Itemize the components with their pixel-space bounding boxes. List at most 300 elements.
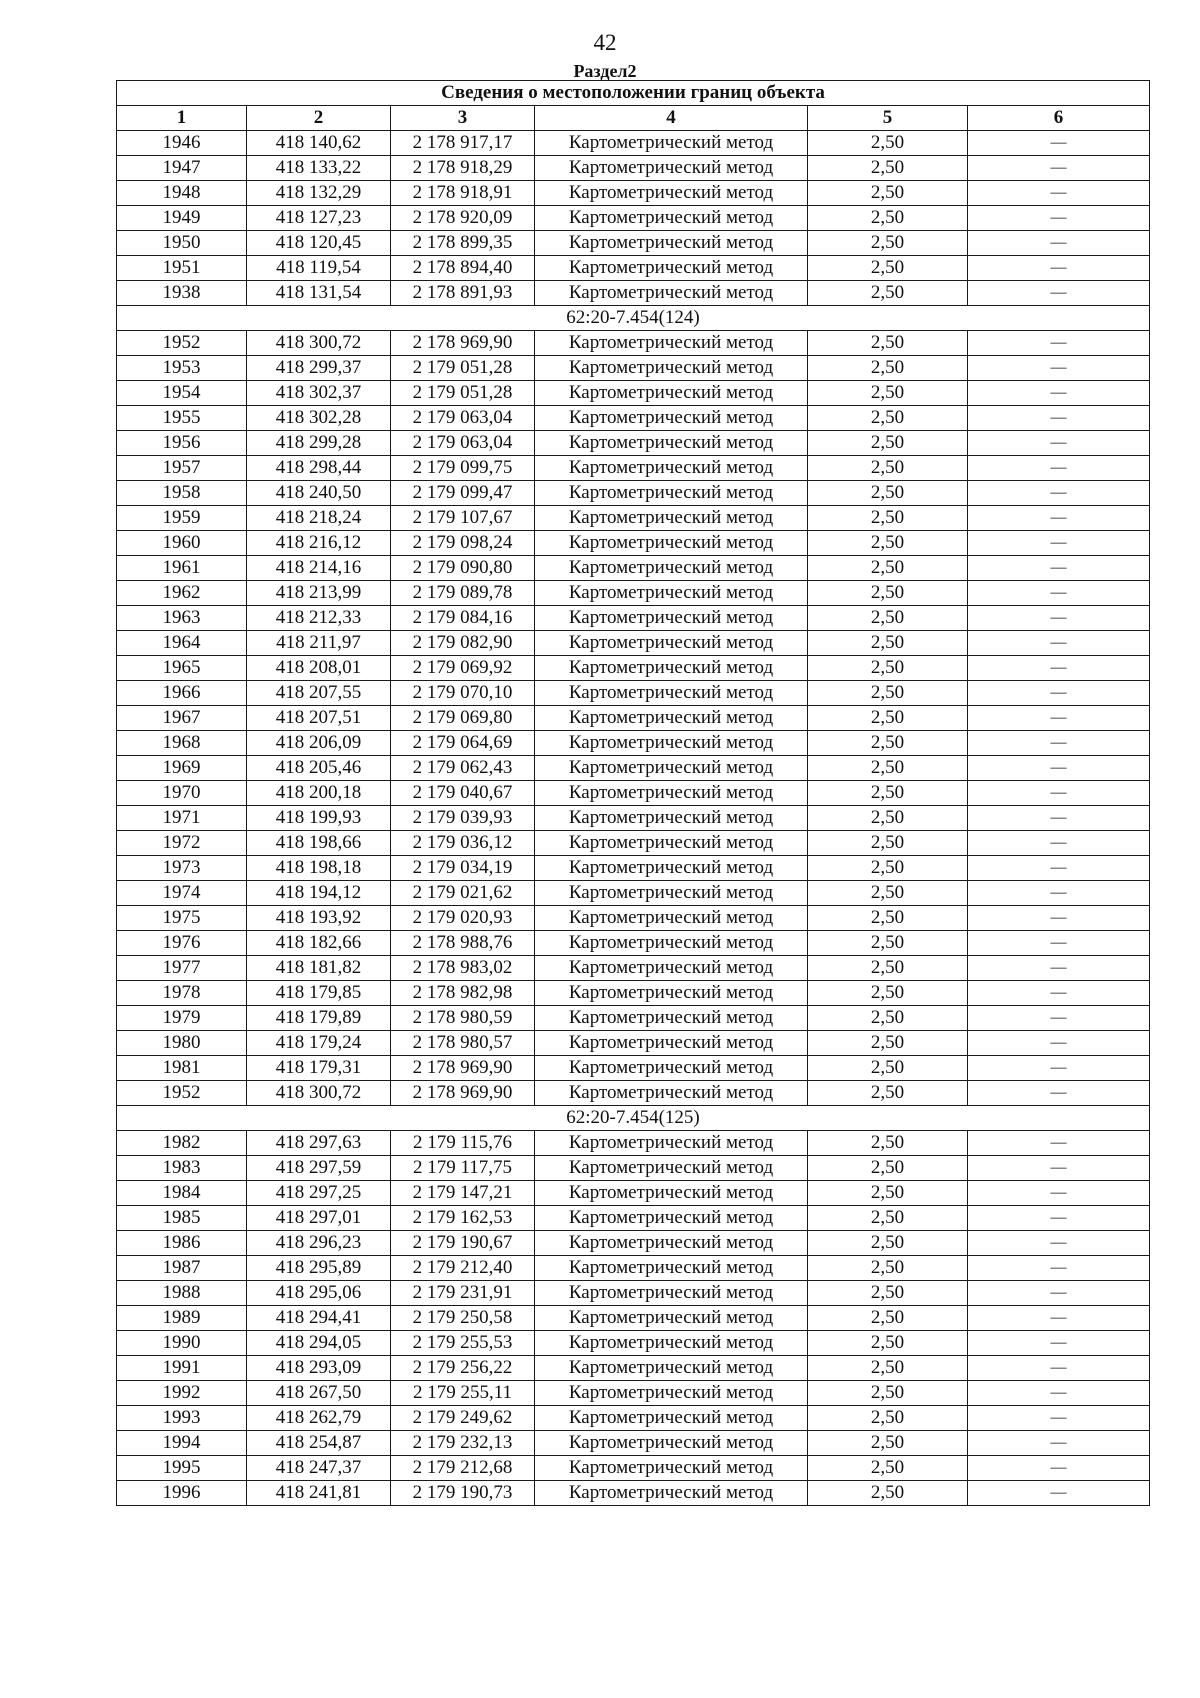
table-row [117, 181, 1150, 206]
y-coordinate-cell: 2 178 894,40 [391, 256, 535, 281]
description-cell: — [968, 456, 1150, 481]
point-number-cell: 1959 [117, 506, 247, 531]
accuracy-cell: 2,50 [808, 156, 968, 181]
description-cell: — [968, 1306, 1150, 1331]
description-cell: — [968, 1006, 1150, 1031]
y-coordinate-cell: 2 179 069,80 [391, 706, 535, 731]
table-row [117, 156, 1150, 181]
page-number: 42 [593, 30, 617, 55]
table-row [117, 1181, 1150, 1206]
method-cell: Картометрический метод [535, 506, 808, 531]
table-row [117, 431, 1150, 456]
method-cell: Картометрический метод [535, 1131, 808, 1156]
table-row [117, 456, 1150, 481]
method-cell: Картометрический метод [535, 1156, 808, 1181]
point-number-cell: 1951 [117, 256, 247, 281]
table-row [117, 881, 1150, 906]
description-cell: — [968, 1206, 1150, 1231]
method-cell: Картометрический метод [535, 756, 808, 781]
column-header: 3 [391, 106, 535, 131]
table-row [117, 231, 1150, 256]
method-cell: Картометрический метод [535, 181, 808, 206]
x-coordinate-cell: 418 295,06 [247, 1281, 391, 1306]
y-coordinate-cell: 2 179 190,73 [391, 1481, 535, 1506]
column-number-row [117, 106, 1150, 131]
y-coordinate-cell: 2 178 980,57 [391, 1031, 535, 1056]
description-cell: — [968, 481, 1150, 506]
y-coordinate-cell: 2 179 212,68 [391, 1456, 535, 1481]
table-row [117, 506, 1150, 531]
y-coordinate-cell: 2 179 089,78 [391, 581, 535, 606]
point-number-cell: 1981 [117, 1056, 247, 1081]
x-coordinate-cell: 418 212,33 [247, 606, 391, 631]
x-coordinate-cell: 418 198,18 [247, 856, 391, 881]
point-number-cell: 1996 [117, 1481, 247, 1506]
x-coordinate-cell: 418 216,12 [247, 531, 391, 556]
accuracy-cell: 2,50 [808, 706, 968, 731]
x-coordinate-cell: 418 298,44 [247, 456, 391, 481]
y-coordinate-cell: 2 179 255,11 [391, 1381, 535, 1406]
group-label: 62:20-7.454(124) [117, 306, 1150, 331]
accuracy-cell: 2,50 [808, 956, 968, 981]
y-coordinate-cell: 2 179 062,43 [391, 756, 535, 781]
accuracy-cell: 2,50 [808, 1406, 968, 1431]
point-number-cell: 1952 [117, 1081, 247, 1106]
accuracy-cell: 2,50 [808, 1256, 968, 1281]
method-cell: Картометрический метод [535, 731, 808, 756]
y-coordinate-cell: 2 179 107,67 [391, 506, 535, 531]
table-row [117, 756, 1150, 781]
description-cell: — [968, 1481, 1150, 1506]
y-coordinate-cell: 2 179 190,67 [391, 1231, 535, 1256]
x-coordinate-cell: 418 179,89 [247, 1006, 391, 1031]
y-coordinate-cell: 2 179 040,67 [391, 781, 535, 806]
point-number-cell: 1956 [117, 431, 247, 456]
accuracy-cell: 2,50 [808, 1081, 968, 1106]
accuracy-cell: 2,50 [808, 1481, 968, 1506]
point-number-cell: 1971 [117, 806, 247, 831]
column-header: 4 [535, 106, 808, 131]
description-cell: — [968, 1431, 1150, 1456]
method-cell: Картометрический метод [535, 206, 808, 231]
x-coordinate-cell: 418 240,50 [247, 481, 391, 506]
description-cell: — [968, 281, 1150, 306]
group-header-row [117, 306, 1150, 331]
method-cell: Картометрический метод [535, 856, 808, 881]
x-coordinate-cell: 418 297,59 [247, 1156, 391, 1181]
y-coordinate-cell: 2 178 969,90 [391, 1056, 535, 1081]
table-row [117, 1081, 1150, 1106]
description-cell: — [968, 131, 1150, 156]
method-cell: Картометрический метод [535, 681, 808, 706]
column-header: 2 [247, 106, 391, 131]
point-number-cell: 1979 [117, 1006, 247, 1031]
description-cell: — [968, 531, 1150, 556]
table-row [117, 1206, 1150, 1231]
description-cell: — [968, 1031, 1150, 1056]
method-cell: Картометрический метод [535, 231, 808, 256]
description-cell: — [968, 706, 1150, 731]
x-coordinate-cell: 418 131,54 [247, 281, 391, 306]
description-cell: — [968, 1081, 1150, 1106]
table-row [117, 406, 1150, 431]
group-header-row [117, 1106, 1150, 1131]
point-number-cell: 1938 [117, 281, 247, 306]
method-cell: Картометрический метод [535, 1456, 808, 1481]
y-coordinate-cell: 2 179 084,16 [391, 606, 535, 631]
x-coordinate-cell: 418 199,93 [247, 806, 391, 831]
y-coordinate-cell: 2 179 231,91 [391, 1281, 535, 1306]
point-number-cell: 1961 [117, 556, 247, 581]
point-number-cell: 1969 [117, 756, 247, 781]
y-coordinate-cell: 2 179 069,92 [391, 656, 535, 681]
table-row [117, 256, 1150, 281]
method-cell: Картометрический метод [535, 381, 808, 406]
method-cell: Картометрический метод [535, 406, 808, 431]
x-coordinate-cell: 418 211,97 [247, 631, 391, 656]
x-coordinate-cell: 418 181,82 [247, 956, 391, 981]
y-coordinate-cell: 2 179 212,40 [391, 1256, 535, 1281]
table-row [117, 1356, 1150, 1381]
accuracy-cell: 2,50 [808, 256, 968, 281]
y-coordinate-cell: 2 179 070,10 [391, 681, 535, 706]
point-number-cell: 1983 [117, 1156, 247, 1181]
accuracy-cell: 2,50 [808, 831, 968, 856]
y-coordinate-cell: 2 179 051,28 [391, 356, 535, 381]
point-number-cell: 1973 [117, 856, 247, 881]
x-coordinate-cell: 418 127,23 [247, 206, 391, 231]
y-coordinate-cell: 2 179 051,28 [391, 381, 535, 406]
point-number-cell: 1984 [117, 1181, 247, 1206]
y-coordinate-cell: 2 179 063,04 [391, 406, 535, 431]
point-number-cell: 1967 [117, 706, 247, 731]
x-coordinate-cell: 418 193,92 [247, 906, 391, 931]
point-number-cell: 1991 [117, 1356, 247, 1381]
table-row [117, 1131, 1150, 1156]
y-coordinate-cell: 2 179 115,76 [391, 1131, 535, 1156]
y-coordinate-cell: 2 179 255,53 [391, 1331, 535, 1356]
point-number-cell: 1977 [117, 956, 247, 981]
table-row [117, 731, 1150, 756]
method-cell: Картометрический метод [535, 1206, 808, 1231]
x-coordinate-cell: 418 267,50 [247, 1381, 391, 1406]
x-coordinate-cell: 418 133,22 [247, 156, 391, 181]
accuracy-cell: 2,50 [808, 231, 968, 256]
description-cell: — [968, 906, 1150, 931]
x-coordinate-cell: 418 293,09 [247, 1356, 391, 1381]
description-cell: — [968, 681, 1150, 706]
description-cell: — [968, 1356, 1150, 1381]
x-coordinate-cell: 418 194,12 [247, 881, 391, 906]
x-coordinate-cell: 418 179,31 [247, 1056, 391, 1081]
table-row [117, 806, 1150, 831]
table-row [117, 1231, 1150, 1256]
point-number-cell: 1992 [117, 1381, 247, 1406]
point-number-cell: 1964 [117, 631, 247, 656]
table-row [117, 981, 1150, 1006]
x-coordinate-cell: 418 302,28 [247, 406, 391, 431]
y-coordinate-cell: 2 179 117,75 [391, 1156, 535, 1181]
y-coordinate-cell: 2 178 891,93 [391, 281, 535, 306]
x-coordinate-cell: 418 207,55 [247, 681, 391, 706]
x-coordinate-cell: 418 214,16 [247, 556, 391, 581]
x-coordinate-cell: 418 300,72 [247, 331, 391, 356]
table-row [117, 281, 1150, 306]
x-coordinate-cell: 418 205,46 [247, 756, 391, 781]
method-cell: Картометрический метод [535, 831, 808, 856]
method-cell: Картометрический метод [535, 1181, 808, 1206]
y-coordinate-cell: 2 179 098,24 [391, 531, 535, 556]
method-cell: Картометрический метод [535, 631, 808, 656]
method-cell: Картометрический метод [535, 656, 808, 681]
accuracy-cell: 2,50 [808, 1206, 968, 1231]
description-cell: — [968, 381, 1150, 406]
accuracy-cell: 2,50 [808, 1281, 968, 1306]
y-coordinate-cell: 2 179 063,04 [391, 431, 535, 456]
table-row [117, 1406, 1150, 1431]
method-cell: Картометрический метод [535, 1031, 808, 1056]
accuracy-cell: 2,50 [808, 756, 968, 781]
method-cell: Картометрический метод [535, 1056, 808, 1081]
method-cell: Картометрический метод [535, 581, 808, 606]
point-number-cell: 1949 [117, 206, 247, 231]
table-row [117, 1256, 1150, 1281]
y-coordinate-cell: 2 178 983,02 [391, 956, 535, 981]
point-number-cell: 1948 [117, 181, 247, 206]
description-cell: — [968, 206, 1150, 231]
table-row [117, 906, 1150, 931]
x-coordinate-cell: 418 132,29 [247, 181, 391, 206]
accuracy-cell: 2,50 [808, 431, 968, 456]
method-cell: Картометрический метод [535, 981, 808, 1006]
method-cell: Картометрический метод [535, 131, 808, 156]
accuracy-cell: 2,50 [808, 606, 968, 631]
accuracy-cell: 2,50 [808, 856, 968, 881]
x-coordinate-cell: 418 120,45 [247, 231, 391, 256]
accuracy-cell: 2,50 [808, 1456, 968, 1481]
y-coordinate-cell: 2 178 969,90 [391, 1081, 535, 1106]
table-row [117, 831, 1150, 856]
y-coordinate-cell: 2 178 899,35 [391, 231, 535, 256]
description-cell: — [968, 331, 1150, 356]
column-header: 6 [968, 106, 1150, 131]
point-number-cell: 1975 [117, 906, 247, 931]
point-number-cell: 1952 [117, 331, 247, 356]
point-number-cell: 1974 [117, 881, 247, 906]
point-number-cell: 1985 [117, 1206, 247, 1231]
point-number-cell: 1950 [117, 231, 247, 256]
x-coordinate-cell: 418 206,09 [247, 731, 391, 756]
point-number-cell: 1965 [117, 656, 247, 681]
method-cell: Картометрический метод [535, 356, 808, 381]
y-coordinate-cell: 2 178 918,91 [391, 181, 535, 206]
y-coordinate-cell: 2 179 021,62 [391, 881, 535, 906]
table-row [117, 481, 1150, 506]
accuracy-cell: 2,50 [808, 681, 968, 706]
y-coordinate-cell: 2 178 920,09 [391, 206, 535, 231]
table-row [117, 556, 1150, 581]
description-cell: — [968, 431, 1150, 456]
accuracy-cell: 2,50 [808, 806, 968, 831]
description-cell: — [968, 731, 1150, 756]
x-coordinate-cell: 418 140,62 [247, 131, 391, 156]
accuracy-cell: 2,50 [808, 931, 968, 956]
x-coordinate-cell: 418 213,99 [247, 581, 391, 606]
y-coordinate-cell: 2 179 232,13 [391, 1431, 535, 1456]
point-number-cell: 1957 [117, 456, 247, 481]
point-number-cell: 1993 [117, 1406, 247, 1431]
y-coordinate-cell: 2 178 917,17 [391, 131, 535, 156]
description-cell: — [968, 506, 1150, 531]
table-body [117, 131, 1150, 1506]
table-row [117, 681, 1150, 706]
accuracy-cell: 2,50 [808, 1006, 968, 1031]
method-cell: Картометрический метод [535, 606, 808, 631]
description-cell: — [968, 606, 1150, 631]
point-number-cell: 1982 [117, 1131, 247, 1156]
point-number-cell: 1990 [117, 1331, 247, 1356]
y-coordinate-cell: 2 179 099,47 [391, 481, 535, 506]
table-row [117, 956, 1150, 981]
x-coordinate-cell: 418 299,28 [247, 431, 391, 456]
accuracy-cell: 2,50 [808, 206, 968, 231]
method-cell: Картометрический метод [535, 706, 808, 731]
table-row [117, 1331, 1150, 1356]
description-cell: — [968, 1406, 1150, 1431]
accuracy-cell: 2,50 [808, 356, 968, 381]
table-row [117, 356, 1150, 381]
x-coordinate-cell: 418 295,89 [247, 1256, 391, 1281]
method-cell: Картометрический метод [535, 1431, 808, 1456]
description-cell: — [968, 781, 1150, 806]
point-number-cell: 1953 [117, 356, 247, 381]
y-coordinate-cell: 2 178 980,59 [391, 1006, 535, 1031]
point-number-cell: 1986 [117, 1231, 247, 1256]
accuracy-cell: 2,50 [808, 406, 968, 431]
description-cell: — [968, 631, 1150, 656]
method-cell: Картометрический метод [535, 881, 808, 906]
table-row [117, 1281, 1150, 1306]
description-cell: — [968, 1056, 1150, 1081]
description-cell: — [968, 556, 1150, 581]
description-cell: — [968, 156, 1150, 181]
x-coordinate-cell: 418 179,24 [247, 1031, 391, 1056]
section-title: Раздел2 [573, 61, 637, 81]
table-row [117, 381, 1150, 406]
y-coordinate-cell: 2 178 918,29 [391, 156, 535, 181]
table-row [117, 1306, 1150, 1331]
accuracy-cell: 2,50 [808, 1031, 968, 1056]
table-row [117, 1381, 1150, 1406]
y-coordinate-cell: 2 179 036,12 [391, 831, 535, 856]
accuracy-cell: 2,50 [808, 556, 968, 581]
table-row [117, 131, 1150, 156]
table-header [117, 81, 1150, 131]
point-number-cell: 1966 [117, 681, 247, 706]
table-row [117, 656, 1150, 681]
point-number-cell: 1968 [117, 731, 247, 756]
point-number-cell: 1955 [117, 406, 247, 431]
method-cell: Картометрический метод [535, 156, 808, 181]
method-cell: Картометрический метод [535, 281, 808, 306]
x-coordinate-cell: 418 179,85 [247, 981, 391, 1006]
x-coordinate-cell: 418 119,54 [247, 256, 391, 281]
description-cell: — [968, 1331, 1150, 1356]
y-coordinate-cell: 2 179 099,75 [391, 456, 535, 481]
method-cell: Картометрический метод [535, 481, 808, 506]
accuracy-cell: 2,50 [808, 456, 968, 481]
x-coordinate-cell: 418 294,41 [247, 1306, 391, 1331]
table-row [117, 1481, 1150, 1506]
accuracy-cell: 2,50 [808, 506, 968, 531]
table-row [117, 931, 1150, 956]
x-coordinate-cell: 418 296,23 [247, 1231, 391, 1256]
x-coordinate-cell: 418 218,24 [247, 506, 391, 531]
method-cell: Картометрический метод [535, 1381, 808, 1406]
description-cell: — [968, 581, 1150, 606]
y-coordinate-cell: 2 178 988,76 [391, 931, 535, 956]
method-cell: Картометрический метод [535, 1481, 808, 1506]
point-number-cell: 1976 [117, 931, 247, 956]
description-cell: — [968, 1281, 1150, 1306]
x-coordinate-cell: 418 200,18 [247, 781, 391, 806]
method-cell: Картометрический метод [535, 781, 808, 806]
point-number-cell: 1994 [117, 1431, 247, 1456]
method-cell: Картометрический метод [535, 806, 808, 831]
method-cell: Картометрический метод [535, 556, 808, 581]
point-number-cell: 1978 [117, 981, 247, 1006]
accuracy-cell: 2,50 [808, 1181, 968, 1206]
accuracy-cell: 2,50 [808, 781, 968, 806]
y-coordinate-cell: 2 179 034,19 [391, 856, 535, 881]
description-cell: — [968, 1381, 1150, 1406]
accuracy-cell: 2,50 [808, 381, 968, 406]
column-header: 1 [117, 106, 247, 131]
accuracy-cell: 2,50 [808, 1431, 968, 1456]
caption-row [117, 81, 1150, 106]
description-cell: — [968, 1256, 1150, 1281]
description-cell: — [968, 1456, 1150, 1481]
accuracy-cell: 2,50 [808, 131, 968, 156]
y-coordinate-cell: 2 178 969,90 [391, 331, 535, 356]
description-cell: — [968, 831, 1150, 856]
description-cell: — [968, 656, 1150, 681]
group-label: 62:20-7.454(125) [117, 1106, 1150, 1131]
point-number-cell: 1947 [117, 156, 247, 181]
point-number-cell: 1980 [117, 1031, 247, 1056]
x-coordinate-cell: 418 302,37 [247, 381, 391, 406]
point-number-cell: 1946 [117, 131, 247, 156]
x-coordinate-cell: 418 198,66 [247, 831, 391, 856]
point-number-cell: 1970 [117, 781, 247, 806]
y-coordinate-cell: 2 178 982,98 [391, 981, 535, 1006]
x-coordinate-cell: 418 247,37 [247, 1456, 391, 1481]
method-cell: Картометрический метод [535, 431, 808, 456]
accuracy-cell: 2,50 [808, 731, 968, 756]
table-row [117, 1456, 1150, 1481]
description-cell: — [968, 856, 1150, 881]
table-row [117, 581, 1150, 606]
table-row [117, 206, 1150, 231]
y-coordinate-cell: 2 179 256,22 [391, 1356, 535, 1381]
description-cell: — [968, 956, 1150, 981]
method-cell: Картометрический метод [535, 1231, 808, 1256]
method-cell: Картометрический метод [535, 456, 808, 481]
accuracy-cell: 2,50 [808, 1056, 968, 1081]
x-coordinate-cell: 418 208,01 [247, 656, 391, 681]
table-row [117, 331, 1150, 356]
y-coordinate-cell: 2 179 162,53 [391, 1206, 535, 1231]
